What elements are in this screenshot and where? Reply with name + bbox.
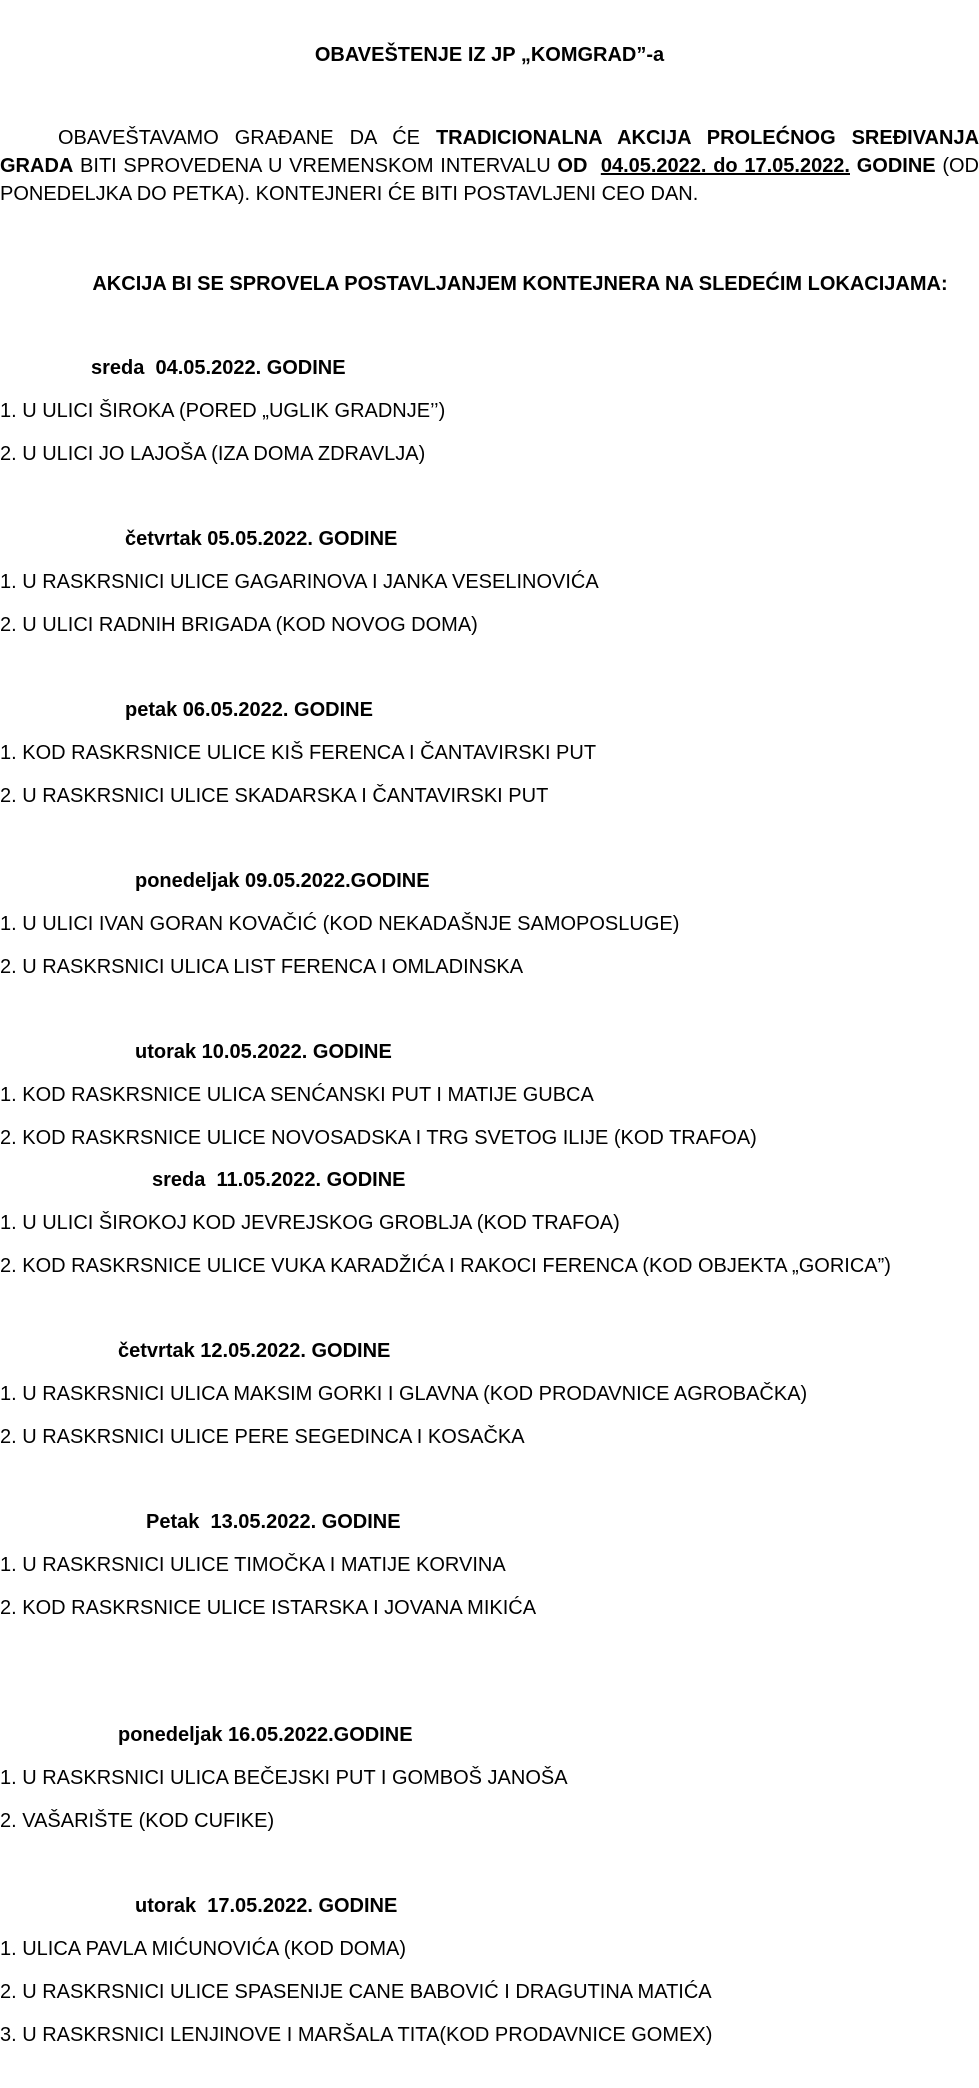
location-item: 1. U ULICI ŠIROKA (PORED „UGLIK GRADNJE’’) <box>0 400 446 422</box>
location-item: 2. U ULICI RADNIH BRIGADA (KOD NOVOG DOMA) <box>0 614 478 636</box>
location-item: 1. ULICA PAVLA MIĆUNOVIĆA (KOD DOMA) <box>0 1938 407 1960</box>
location-item: 1. KOD RASKRSNICE ULICA SENĆANSKI PUT I MATIJE GUBCA <box>0 1084 594 1106</box>
location-item: 2. U RASKRSNICI ULICE SKADARSKA I ČANTAVIRSKI PUT <box>0 785 549 807</box>
intro-godine-word: GODINE <box>856 155 936 177</box>
location-item: 1. U RASKRSNICI ULICA BEČEJSKI PUT I GOMBOŠ JANOŠA <box>0 1767 568 1789</box>
intro-text-1: OBAVEŠTAVAMO GRAĐANE DA ĆE <box>58 127 436 149</box>
day-heading: četvrtak 12.05.2022. GODINE <box>118 1340 391 1362</box>
intro-from-word: OD <box>557 155 588 177</box>
day-heading: utorak 17.05.2022. GODINE <box>135 1895 398 1917</box>
intro-date-range: 04.05.2022. do 17.05.2022. <box>600 155 850 177</box>
intro-text-2: BITI SPROVEDENA U VREMENSKOM INTERVALU <box>73 155 558 177</box>
location-item: 1. U RASKRSNICI ULICE GAGARINOVA I JANKA VESELINOVIĆA <box>0 571 599 593</box>
day-heading: četvrtak 05.05.2022. GODINE <box>125 528 398 550</box>
location-item: 2. KOD RASKRSNICE ULICE ISTARSKA I JOVANA MIKIĆA <box>0 1597 537 1619</box>
location-item: 2. KOD RASKRSNICE ULICE VUKA KARADŽIĆA I RAKOCI FERENCA (KOD OBJEKTA „GORICA”) <box>0 1255 891 1277</box>
location-item: 1. U ULICI IVAN GORAN KOVAČIĆ (KOD NEKADAŠNJE SAMOPOSLUGE) <box>0 913 680 935</box>
day-heading: utorak 10.05.2022. GODINE <box>135 1041 392 1063</box>
document-title: OBAVEŠTENJE IZ JP „KOMGRAD”-a <box>314 44 665 66</box>
day-heading: Petak 13.05.2022. GODINE <box>146 1511 401 1533</box>
day-heading: sreda 11.05.2022. GODINE <box>152 1169 406 1191</box>
day-heading: ponedeljak 09.05.2022.GODINE <box>135 870 430 892</box>
location-item: 3. U RASKRSNICI LENJINOVE I MARŠALA TITA(KOD PRODAVNICE GOMEX) <box>0 2024 713 2046</box>
location-item: 2. U RASKRSNICI ULICA LIST FERENCA I OMLADINSKA <box>0 956 524 978</box>
location-item: 2. U RASKRSNICI ULICE SPASENIJE CANE BABOVIĆ I DRAGUTINA MATIĆA <box>0 1981 712 2003</box>
intro-campaign-name: TRADICIONALNA AKCIJA PROLEĆNOG SREĐIVANJA GRADA <box>0 127 979 177</box>
intro-text-3: (OD PONEDELJKA DO PETKA). KONTEJNERI ĆE BITI POSTAVLJENI CEO DAN. <box>0 155 979 205</box>
location-item: 2. KOD RASKRSNICE ULICE NOVOSADSKA I TRG SVETOG ILIJE (KOD TRAFOA) <box>0 1127 757 1149</box>
day-heading: petak 06.05.2022. GODINE <box>125 699 373 721</box>
locations-subheading: AKCIJA BI SE SPROVELA POSTAVLJANJEM KONTEJNERA NA SLEDEĆIM LOKACIJAMA: <box>92 273 948 295</box>
location-item: 1. U ULICI ŠIROKOJ KOD JEVREJSKOG GROBLJA (KOD TRAFOA) <box>0 1212 620 1234</box>
day-heading: ponedeljak 16.05.2022.GODINE <box>118 1724 413 1746</box>
location-item: 1. KOD RASKRSNICE ULICE KIŠ FERENCA I ČANTAVIRSKI PUT <box>0 742 597 764</box>
location-item: 2. VAŠARIŠTE (KOD CUFIKE) <box>0 1810 275 1832</box>
location-item: 1. U RASKRSNICI ULICE TIMOČKA I MATIJE KORVINA <box>0 1554 506 1576</box>
location-item: 1. U RASKRSNICI ULICA MAKSIM GORKI I GLAVNA (KOD PRODAVNICE AGROBAČKA) <box>0 1383 808 1405</box>
location-item: 2. U ULICI JO LAJOŠA (IZA DOMA ZDRAVLJA) <box>0 443 426 465</box>
intro-paragraph <box>0 124 979 208</box>
location-item: 2. U RASKRSNICI ULICE PERE SEGEDINCA I KOSAČKA <box>0 1426 525 1448</box>
day-heading: sreda 04.05.2022. GODINE <box>91 357 346 379</box>
